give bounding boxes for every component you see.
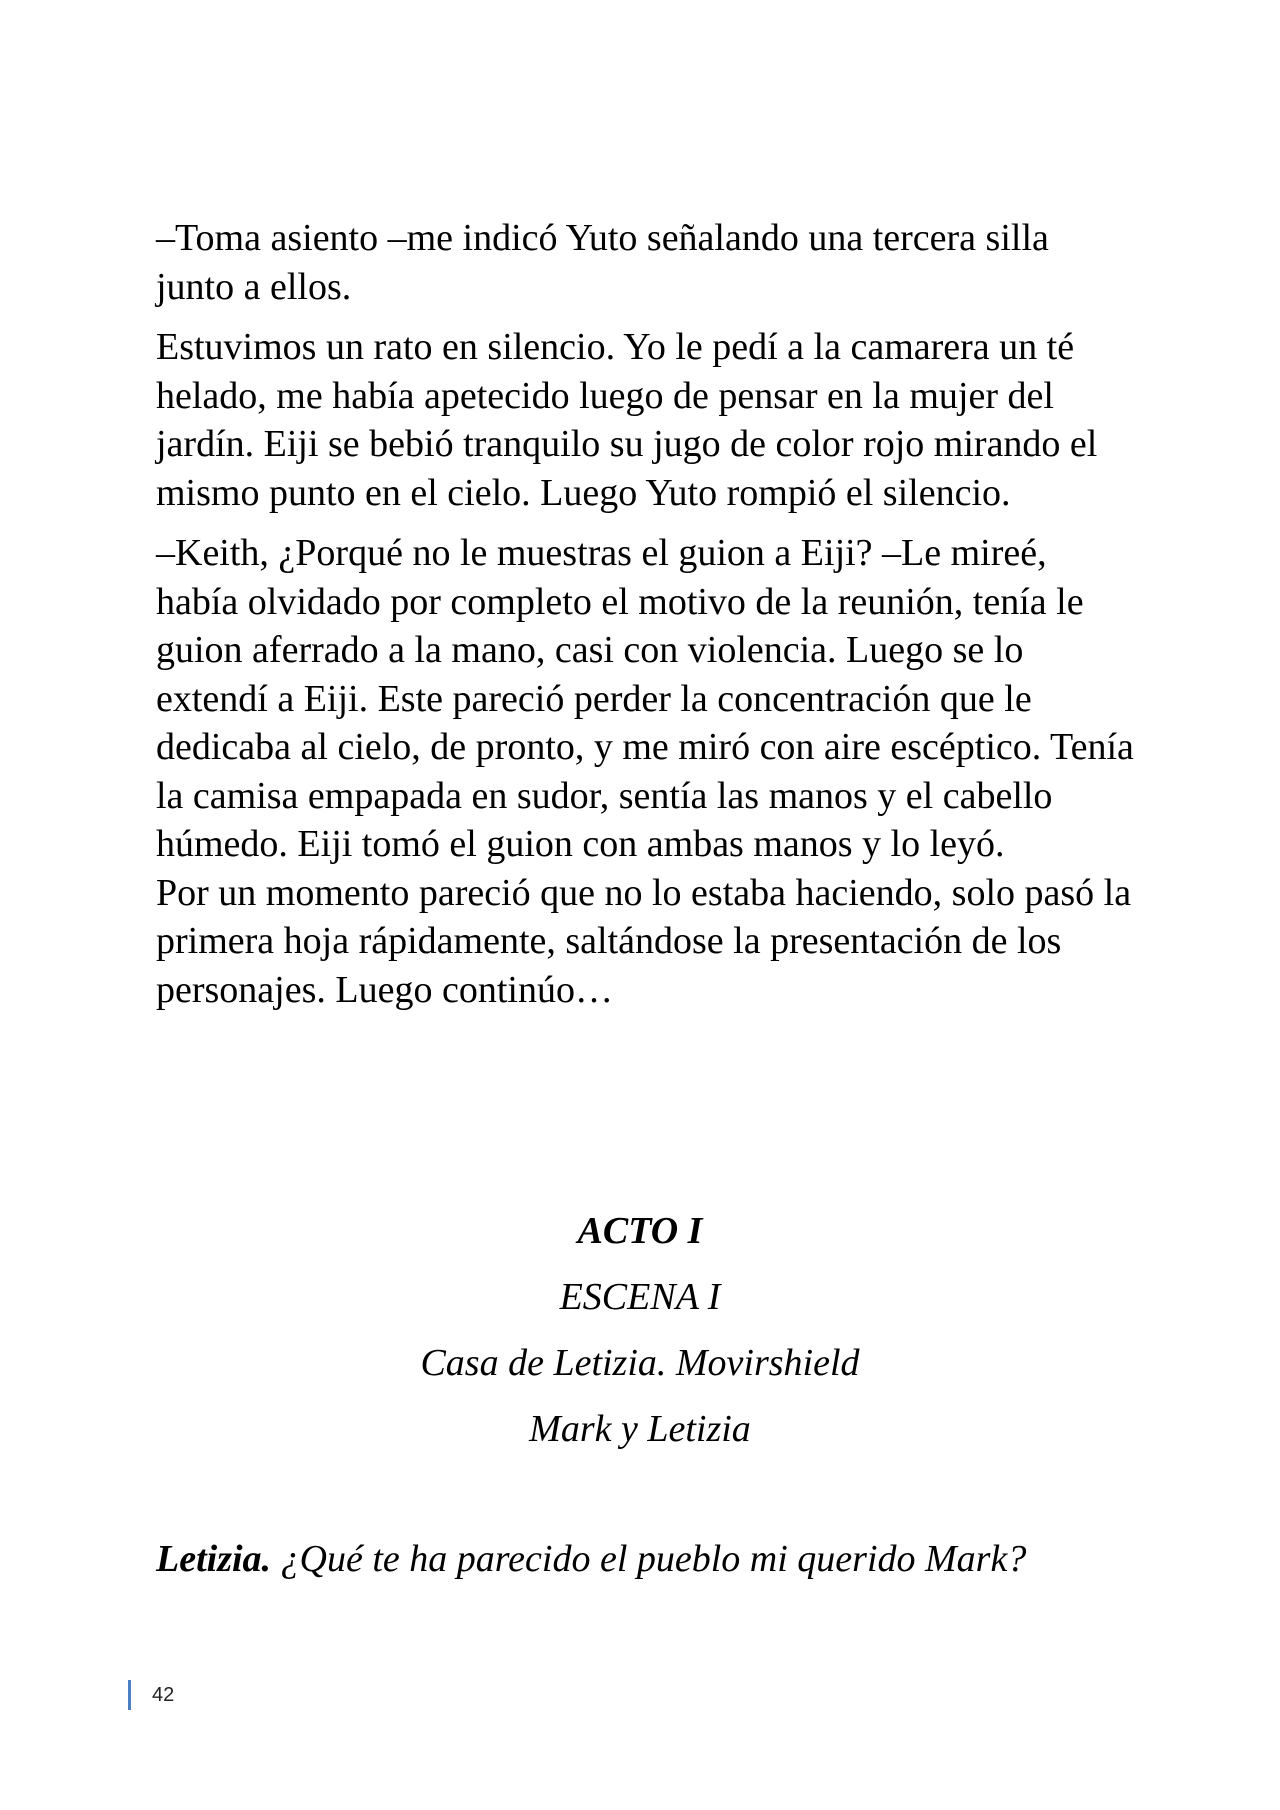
scene-title: ESCENA I [559,1276,721,1318]
dialogue-line [156,1536,1136,1582]
page-number: 42 [152,1684,175,1706]
paragraph: –Keith, ¿Porqué no le muestras el guion a Eiji? –Le mireé, había olvidado por completo el motivo de la reunión, tenía le guion aferrado a la mano, casi con violencia. Luego se lo extendí a Eiji. Este pareció perder la concentración que le dedicaba al cielo, de pronto, y me miró con aire escéptico. Tenía la camisa empapada en sudor, sentía las manos y el cabello húmedo. Eiji tomó el guion con ambas manos y lo leyó. [156,532,1134,865]
paragraph-gap [156,311,1136,323]
page-marker [128,1680,131,1710]
paragraph: Por un momento pareció que no lo estaba haciendo, solo pasó la primera hoja rápidamente, saltándose la presentación de los personajes. Luego continúo… [156,871,1132,1011]
speaker-name: Letizia. [156,1538,272,1580]
scene-place: Casa de Letizia. Movirshield [420,1342,860,1384]
speech-text: ¿Qué te ha parecido el pueblo mi querido Mark? [280,1538,1027,1580]
scene-characters: Mark y Letizia [529,1408,751,1450]
act-title: ACTO I [577,1210,703,1252]
body-text [156,214,1136,1014]
paragraph: Estuvimos un rato en silencio. Yo le pedí a la camarera un té helado, me había apetecido luego de pensar en la mujer del jardín. Eiji se bebió tranquilo su jugo de color rojo mirando el mismo punto en el cielo. Luego Yuto rompió el silencio. [156,326,1098,514]
paragraph-gap [156,517,1136,529]
paragraph: –Toma asiento –me indicó Yuto señalando una tercera silla junto a ellos. [156,217,1049,308]
